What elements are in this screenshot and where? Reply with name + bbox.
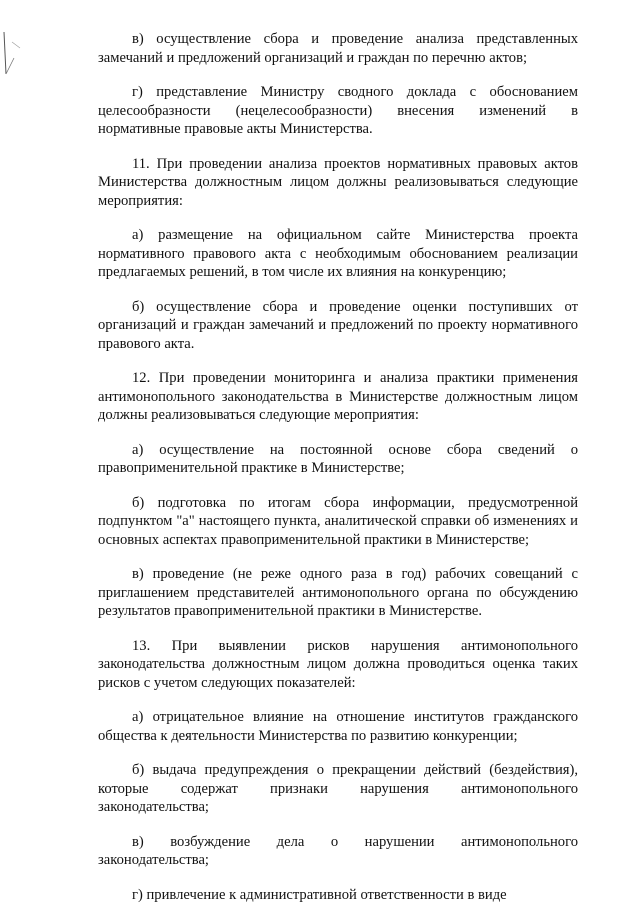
paragraph-13-g: г) привлечение к административной ответственности в виде (132, 886, 507, 903)
paragraph-13: 13. При выявлении рисков нарушения антимонопольного законодательства должностным лицом должна проводиться оценка таких рисков с учетом следующих показателей: (98, 637, 578, 691)
paragraph-12-b: б) подготовка по итогам сбора информации, предусмотренной подпунктом "а" настоящего пункта, аналитической справки об изменениях и основных аспектах правоприменительной практики в Министерстве; (98, 494, 578, 548)
paragraph-11-a: а) размещение на официальном сайте Министерства проекта нормативного правового акта с необходимым обоснованием реализации предлагаемых решений, в том числе их влияния на конкуренцию; (98, 227, 578, 280)
paragraph-13-v: в) возбуждение дела о нарушении антимонопольного законодательства; (98, 833, 578, 868)
document-page (98, 30, 578, 920)
paragraph-13-b: б) выдача предупреждения о прекращении действий (бездействия), которые содержат признаки нарушения антимонопольного законодательства; (98, 762, 578, 815)
paragraph-11: 11. При проведении анализа проектов нормативных правовых актов Министерства должностным лицом должны реализовываться следующие мероприятия: (98, 155, 578, 209)
paragraph-12: 12. При проведении мониторинга и анализа практики применения антимонопольного законодательства в Министерстве должностным лицом должны реализовываться следующие мероприятия: (98, 370, 578, 423)
paragraph-10-g: г) представление Министру сводного доклада с обоснованием целесообразности (нецелесообразности) внесения изменений в нормативные правовые акты Министерства. (98, 84, 578, 137)
paragraph-12-a: а) осуществление на постоянной основе сбора сведений о правоприменительной практике в Министерстве; (98, 441, 578, 476)
paragraph-10-v: в) осуществление сбора и проведение анализа представленных замечаний и предложений организаций и граждан по перечню актов; (98, 31, 578, 66)
paragraph-11-b: б) осуществление сбора и проведение оценки поступивших от организаций и граждан замечаний и предложений по проекту нормативного правового акта. (98, 298, 578, 352)
paragraph-12-v: в) проведение (не реже одного раза в год) рабочих совещаний с приглашением представителей антимонопольного органа по обсуждению результатов правоприменительной практики в Министерстве. (98, 566, 578, 619)
paragraph-13-a: а) отрицательное влияние на отношение институтов гражданского общества к деятельности Министерства по развитию конкуренции; (98, 709, 578, 744)
margin-pen-mark (0, 28, 26, 78)
